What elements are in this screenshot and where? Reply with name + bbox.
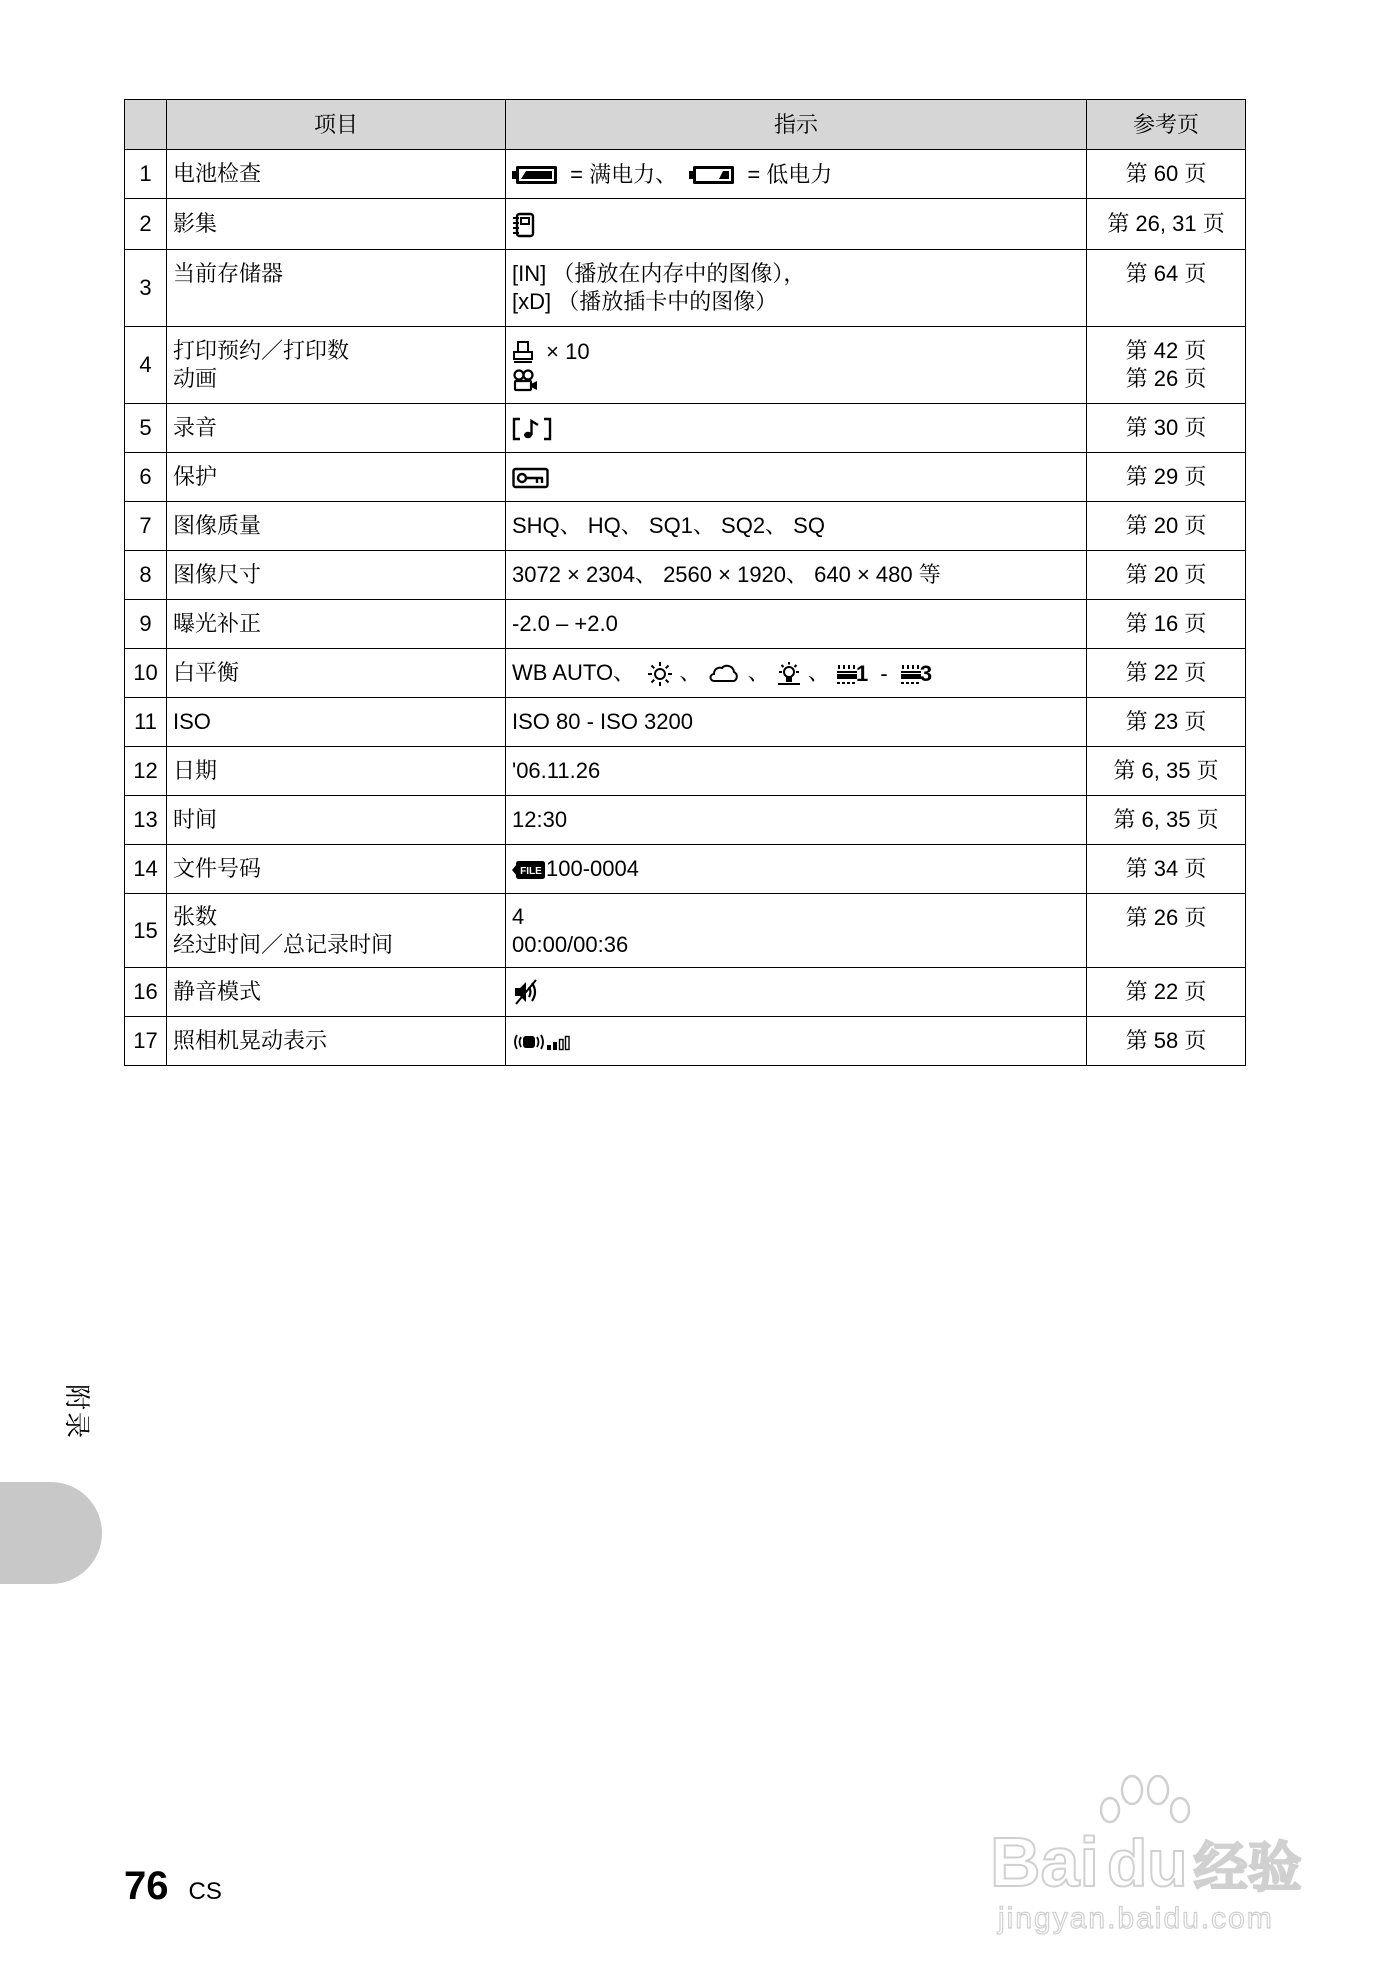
table-row <box>125 1017 1246 1066</box>
row-indicator <box>506 649 1087 698</box>
battery-low-icon <box>689 165 735 185</box>
row-indicator <box>506 453 1087 502</box>
row-number: 5 <box>125 404 167 453</box>
fluorescent-icon <box>900 662 922 686</box>
table-row <box>125 199 1246 250</box>
page-number: 76 <box>124 1864 169 1908</box>
print-order-icon <box>512 340 534 364</box>
row-ref: 第 20 页 <box>1087 502 1246 551</box>
item-line: 打印预约／打印数 <box>173 338 350 363</box>
row-item: 文件号码 <box>167 845 506 894</box>
row-item: 保护 <box>167 453 506 502</box>
header-number <box>125 100 167 150</box>
row-item <box>167 894 506 968</box>
row-number: 17 <box>125 1017 167 1066</box>
table-row <box>125 968 1246 1017</box>
row-ref: 第 64 页 <box>1087 250 1246 327</box>
row-item: 白平衡 <box>167 649 506 698</box>
indicator-line: 00:00/00:36 <box>512 931 629 957</box>
row-ref: 第 16 页 <box>1087 600 1246 649</box>
row-indicator <box>506 845 1087 894</box>
row-ref <box>1087 327 1246 404</box>
ref-line: 第 42 页 <box>1125 338 1207 363</box>
row-number: 14 <box>125 845 167 894</box>
display-reference-table <box>124 99 1246 1066</box>
silent-mode-icon <box>512 977 540 1007</box>
row-item: 时间 <box>167 796 506 845</box>
row-number: 3 <box>125 250 167 327</box>
side-tab-label: 附录 <box>62 1384 92 1441</box>
indicator-line <box>512 366 1080 394</box>
watermark-product: 经验 <box>1193 1838 1302 1898</box>
row-indicator <box>506 250 1087 327</box>
item-line: 经过时间／总记录时间 <box>173 931 394 957</box>
row-item: 图像尺寸 <box>167 551 506 600</box>
row-item <box>167 327 506 404</box>
table-row <box>125 502 1246 551</box>
row-number: 4 <box>125 327 167 404</box>
row-ref: 第 30 页 <box>1087 404 1246 453</box>
row-item: 录音 <box>167 404 506 453</box>
indicator-line: [IN] （播放在内存中的图像）， <box>512 261 806 286</box>
table-row <box>125 250 1246 327</box>
row-item: 日期 <box>167 747 506 796</box>
watermark-title <box>990 1822 1302 1902</box>
battery-low-text: = 低电力 <box>747 161 833 187</box>
row-number: 2 <box>125 199 167 250</box>
watermark-url: jingyan.baidu.com <box>998 1902 1274 1935</box>
battery-full-icon <box>512 165 558 185</box>
separator: 、 <box>747 660 770 686</box>
row-indicator: 12:30 <box>506 796 1087 845</box>
row-item: 静音模式 <box>167 968 506 1017</box>
row-ref: 第 34 页 <box>1087 845 1246 894</box>
row-ref: 第 26, 31 页 <box>1087 199 1246 250</box>
row-indicator: -2.0 – +2.0 <box>506 600 1087 649</box>
row-indicator <box>506 327 1087 404</box>
page-footer <box>124 1862 222 1910</box>
row-item: ISO <box>167 698 506 747</box>
item-line: 张数 <box>173 903 218 929</box>
row-number: 1 <box>125 150 167 199</box>
indicator-line: [xD] （播放插卡中的图像） <box>512 289 778 314</box>
file-number-icon <box>512 859 546 881</box>
watermark <box>990 1772 1320 1942</box>
row-number: 8 <box>125 551 167 600</box>
row-number: 11 <box>125 698 167 747</box>
ref-line: 第 26 页 <box>1125 366 1207 391</box>
row-indicator <box>506 968 1087 1017</box>
protect-key-icon <box>512 467 550 489</box>
print-count-text: × 10 <box>546 338 590 364</box>
row-indicator: SHQ、 HQ、 SQ1、 SQ2、 SQ <box>506 502 1087 551</box>
header-ref: 参考页 <box>1087 100 1246 150</box>
table-row <box>125 600 1246 649</box>
table-row <box>125 404 1246 453</box>
table-row <box>125 796 1246 845</box>
row-ref: 第 60 页 <box>1087 150 1246 199</box>
row-indicator <box>506 199 1087 250</box>
file-icon-label: FILE <box>520 865 542 877</box>
fluorescent-last-number: 3 <box>919 660 933 686</box>
row-item: 影集 <box>167 199 506 250</box>
row-number: 9 <box>125 600 167 649</box>
table-row <box>125 327 1246 404</box>
row-ref: 第 20 页 <box>1087 551 1246 600</box>
row-indicator: 3072 × 2304、 2560 × 1920、 640 × 480 等 <box>506 551 1087 600</box>
separator: 、 <box>807 660 830 686</box>
file-number-text: 100-0004 <box>546 856 639 882</box>
item-line: 动画 <box>173 366 218 391</box>
watermark-brand-b: du <box>1106 1826 1188 1900</box>
range-separator: - <box>880 660 888 686</box>
battery-full-text: = 满电力、 <box>570 161 678 187</box>
row-number: 10 <box>125 649 167 698</box>
row-item: 当前存储器 <box>167 250 506 327</box>
side-tab <box>0 1482 102 1584</box>
row-ref: 第 6, 35 页 <box>1087 747 1246 796</box>
cloudy-icon <box>707 663 741 685</box>
indicator-line <box>512 336 1080 365</box>
row-indicator: '06.11.26 <box>506 747 1087 796</box>
row-number: 16 <box>125 968 167 1017</box>
album-icon <box>512 212 536 238</box>
camera-shake-icon <box>512 1032 572 1052</box>
table-row <box>125 894 1246 968</box>
row-indicator <box>506 150 1087 199</box>
fluorescent-first-number: 1 <box>855 660 869 686</box>
tungsten-icon <box>776 661 802 687</box>
sunny-icon <box>647 661 673 687</box>
movie-icon <box>512 369 538 393</box>
row-ref: 第 22 页 <box>1087 649 1246 698</box>
indicator-line: 4 <box>512 903 525 929</box>
row-item: 电池检查 <box>167 150 506 199</box>
table-row <box>125 150 1246 199</box>
table-row <box>125 747 1246 796</box>
table-row <box>125 845 1246 894</box>
separator: 、 <box>679 660 702 686</box>
row-indicator <box>506 1017 1087 1066</box>
row-item: 照相机晃动表示 <box>167 1017 506 1066</box>
watermark-brand-a: Bai <box>990 1823 1099 1901</box>
row-item: 图像质量 <box>167 502 506 551</box>
row-ref: 第 22 页 <box>1087 968 1246 1017</box>
row-number: 15 <box>125 894 167 968</box>
language-code: CS <box>188 1878 222 1905</box>
row-number: 7 <box>125 502 167 551</box>
row-indicator <box>506 894 1087 968</box>
fluorescent-icon <box>836 662 858 686</box>
row-indicator <box>506 404 1087 453</box>
row-ref: 第 29 页 <box>1087 453 1246 502</box>
row-number: 6 <box>125 453 167 502</box>
row-ref: 第 23 页 <box>1087 698 1246 747</box>
row-item: 曝光补正 <box>167 600 506 649</box>
table-row <box>125 551 1246 600</box>
table-row <box>125 649 1246 698</box>
header-item: 项目 <box>167 100 506 150</box>
row-number: 12 <box>125 747 167 796</box>
row-number: 13 <box>125 796 167 845</box>
row-ref: 第 6, 35 页 <box>1087 796 1246 845</box>
row-indicator: ISO 80 - ISO 3200 <box>506 698 1087 747</box>
table-row <box>125 698 1246 747</box>
table-row <box>125 453 1246 502</box>
header-indicator: 指示 <box>506 100 1087 150</box>
wb-auto-text: WB AUTO、 <box>512 660 636 686</box>
table-header-row <box>125 100 1246 150</box>
sound-record-icon <box>512 416 552 442</box>
row-ref: 第 26 页 <box>1087 894 1246 968</box>
row-ref: 第 58 页 <box>1087 1017 1246 1066</box>
